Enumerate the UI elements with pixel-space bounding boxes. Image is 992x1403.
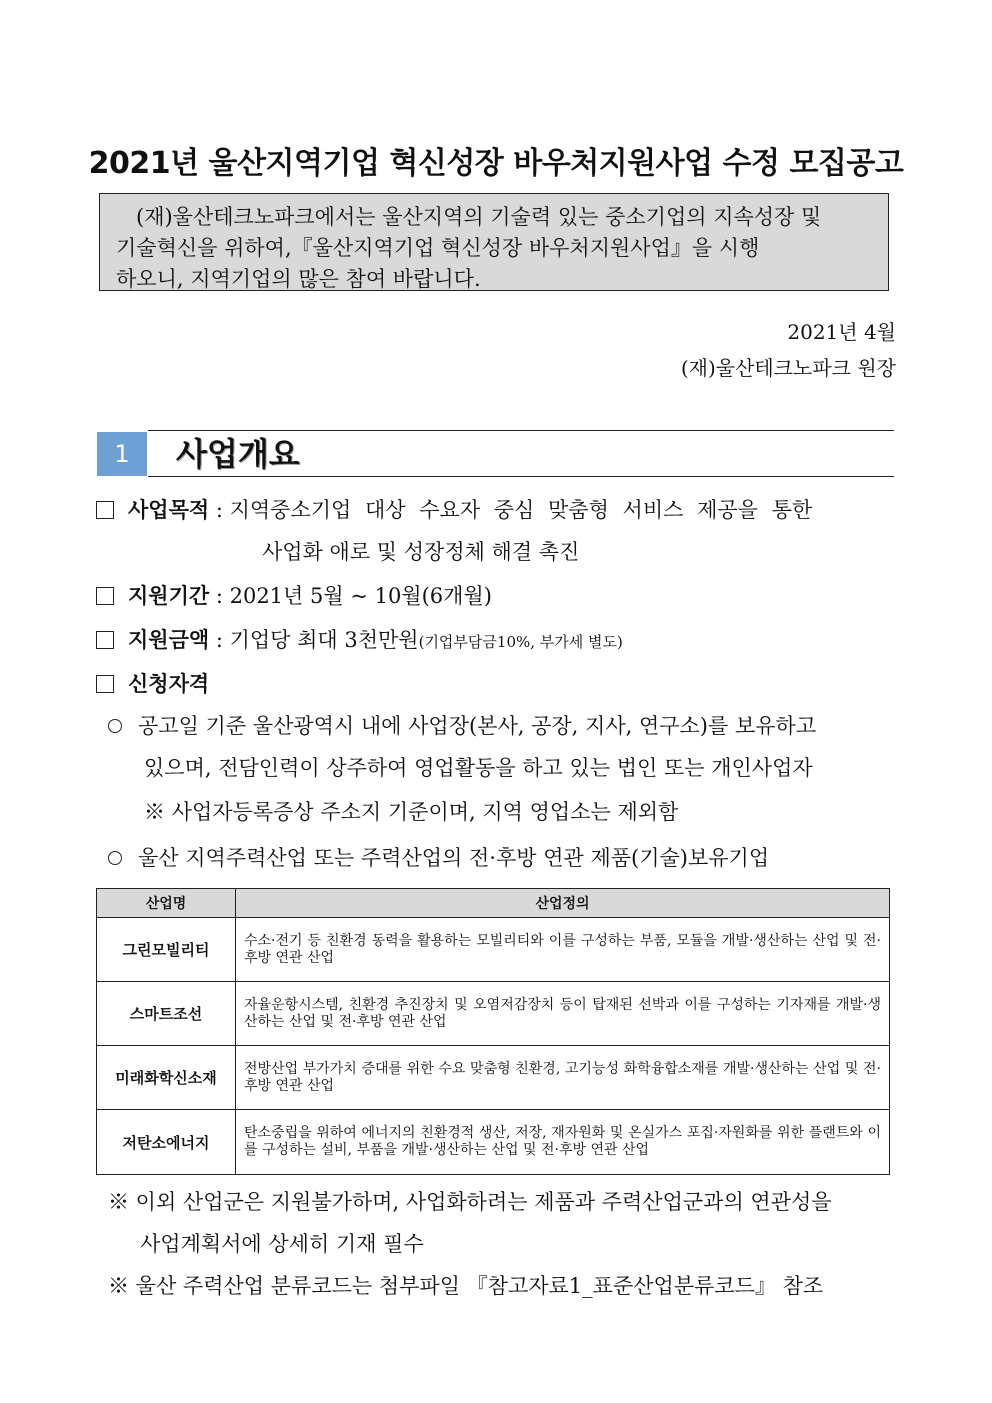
industry-name: 그린모빌리티 <box>97 918 236 982</box>
condition-text: 울산 지역주력산업 또는 주력산업의 전·후방 연관 제품(기술)보유기업 <box>138 846 770 870</box>
section-number: 1 <box>97 432 147 476</box>
period-separator: : <box>209 584 230 608</box>
amount-note: (기업부담금10%, 부가세 별도) <box>418 633 623 651</box>
checkbox-square-icon <box>96 675 114 693</box>
circle-bullet-icon <box>108 719 122 733</box>
table-header-row <box>97 889 890 918</box>
purpose-separator: : <box>209 498 230 522</box>
industry-definition: 자율운항시스템, 친환경 추진장치 및 오염저감장치 등이 탑재된 선박과 이를 구성하는 기자재를 개발·생산하는 산업 및 전·후방 연관 산업 <box>236 982 890 1046</box>
announcement-date: 2021년 4월 <box>787 320 896 344</box>
page-title: 2021년 울산지역기업 혁신성장 바우처지원사업 수정 모집공고 <box>88 146 904 181</box>
eligibility-condition-2 <box>108 842 769 872</box>
table-row <box>97 982 890 1046</box>
section-rule-top <box>148 430 894 431</box>
amount-item <box>96 624 623 654</box>
eligibility-item <box>96 668 209 698</box>
section-title: 사업개요 <box>176 435 300 473</box>
intro-line: 하오니, 지역기업의 많은 참여 바랍니다. <box>116 267 481 291</box>
period-label: 지원기간 <box>128 584 210 608</box>
circle-bullet-icon <box>108 851 122 865</box>
purpose-value: 지역중소기업 대상 수요자 중심 맞춤형 서비스 제공을 통한 <box>229 498 813 522</box>
condition-note: ※ 사업자등록증상 주소지 기준이며, 지역 영업소는 제외함 <box>144 800 679 824</box>
table-row <box>97 1046 890 1110</box>
industry-name: 미래화학신소재 <box>97 1046 236 1110</box>
intro-box <box>99 193 889 291</box>
intro-line: (재)울산테크노파크에서는 울산지역의 기술력 있는 중소기업의 지속성장 및 <box>136 205 822 229</box>
note-1-cont: 사업계획서에 상세히 기재 필수 <box>140 1232 424 1256</box>
section-rule-bottom <box>148 476 894 477</box>
industry-name: 스마트조선 <box>97 982 236 1046</box>
note-2: ※ 울산 주력산업 분류코드는 첨부파일 『참고자료1_표준산업분류코드』 참조 <box>108 1274 824 1298</box>
industry-name: 저탄소에너지 <box>97 1110 236 1175</box>
industry-definition: 탄소중립을 위하여 에너지의 친환경적 생산, 저장, 재자원화 및 온실가스 포집·자원화를 위한 플랜트와 이를 구성하는 설비, 부품을 개발·생산하는 산업 및 전·후방 연관 산업 <box>236 1110 890 1175</box>
industry-table <box>96 888 890 1175</box>
period-item <box>96 580 492 610</box>
note-1: ※ 이외 산업군은 지원불가하며, 사업화하려는 제품과 주력산업군과의 연관성을 <box>108 1190 832 1214</box>
period-value: 2021년 5월 ~ 10월(6개월) <box>229 584 492 608</box>
purpose-value-cont: 사업화 애로 및 성장정체 해결 촉진 <box>262 540 580 564</box>
purpose-label: 사업목적 <box>128 498 210 522</box>
condition-text: 공고일 기준 울산광역시 내에 사업장(본사, 공장, 지사, 연구소)를 보유하고 <box>138 714 817 738</box>
table-header-definition: 산업정의 <box>236 889 890 918</box>
eligibility-label: 신청자격 <box>128 672 210 696</box>
amount-label: 지원금액 <box>128 628 210 652</box>
checkbox-square-icon <box>96 587 114 605</box>
intro-line: 기술혁신을 위하여,『울산지역기업 혁신성장 바우처지원사업』을 시행 <box>116 236 760 260</box>
table-header-name: 산업명 <box>97 889 236 918</box>
amount-value: 기업당 최대 3천만원 <box>229 628 419 652</box>
table-row <box>97 918 890 982</box>
condition-text-cont: 있으며, 전담인력이 상주하여 영업활동을 하고 있는 법인 또는 개인사업자 <box>144 756 813 780</box>
table-row <box>97 1110 890 1175</box>
eligibility-condition-1 <box>108 710 816 740</box>
industry-definition: 전방산업 부가가치 증대를 위한 수요 맞춤형 친환경, 고기능성 화학융합소재를 개발·생산하는 산업 및 전·후방 연관 산업 <box>236 1046 890 1110</box>
checkbox-square-icon <box>96 631 114 649</box>
industry-definition: 수소·전기 등 친환경 동력을 활용하는 모빌리티와 이를 구성하는 부품, 모듈을 개발·생산하는 산업 및 전·후방 연관 산업 <box>236 918 890 982</box>
amount-separator: : <box>209 628 230 652</box>
organization: (재)울산테크노파크 원장 <box>680 356 896 380</box>
purpose-item <box>96 494 812 524</box>
checkbox-square-icon <box>96 501 114 519</box>
